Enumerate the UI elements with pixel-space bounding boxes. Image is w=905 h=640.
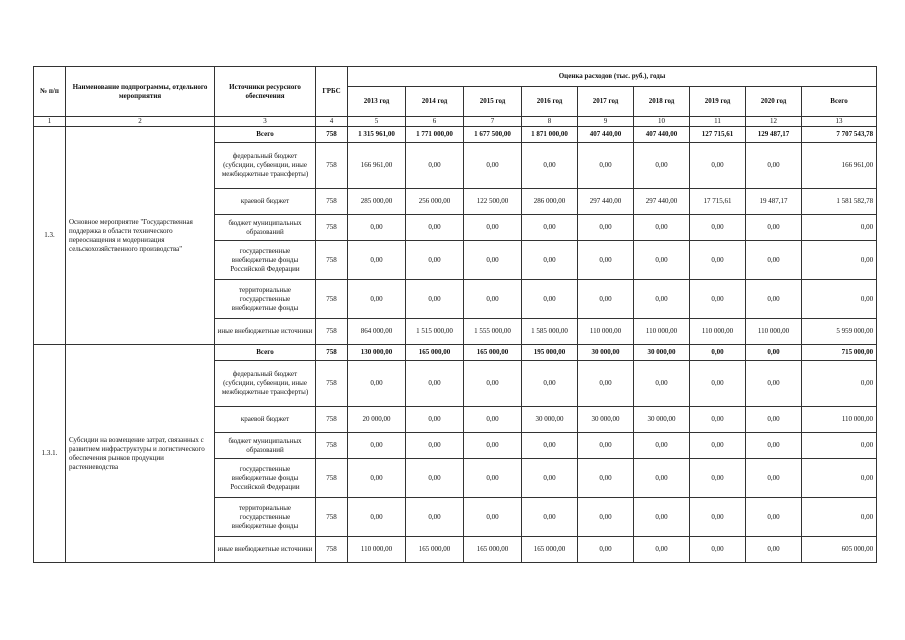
value-year: 165 000,00	[464, 537, 522, 563]
column-number: 1	[34, 117, 66, 127]
value-year: 0,00	[690, 143, 746, 189]
value-total: 0,00	[802, 215, 877, 241]
value-total: 0,00	[802, 280, 877, 319]
value-year: 0,00	[348, 459, 406, 498]
value-year: 0,00	[634, 459, 690, 498]
value-year: 0,00	[634, 215, 690, 241]
value-year: 0,00	[522, 143, 578, 189]
value-year: 1 585 000,00	[522, 319, 578, 345]
value-year: 1 555 000,00	[464, 319, 522, 345]
value-year: 0,00	[578, 143, 634, 189]
funding-source: бюджет муниципальных образований	[215, 433, 316, 459]
value-year: 0,00	[690, 537, 746, 563]
header-source: Источники ресурсного обеспечения	[215, 67, 316, 117]
value-year: 0,00	[746, 241, 802, 280]
column-number: 5	[348, 117, 406, 127]
header-year: 2016 год	[522, 87, 578, 117]
header-year: 2017 год	[578, 87, 634, 117]
value-year: 0,00	[690, 345, 746, 361]
value-year: 0,00	[690, 433, 746, 459]
value-year: 20 000,00	[348, 407, 406, 433]
column-number: 2	[66, 117, 215, 127]
value-year: 0,00	[634, 280, 690, 319]
value-year: 0,00	[348, 215, 406, 241]
value-year: 0,00	[406, 241, 464, 280]
column-number: 3	[215, 117, 316, 127]
table-row-total	[34, 127, 877, 143]
header-grbs: ГРБС	[316, 67, 348, 117]
value-year: 165 000,00	[406, 345, 464, 361]
value-year: 297 440,00	[578, 189, 634, 215]
value-year: 0,00	[690, 361, 746, 407]
value-year: 0,00	[634, 537, 690, 563]
item-number: 1.3.	[34, 127, 66, 345]
item-number: 1.3.1.	[34, 345, 66, 563]
value-year: 0,00	[406, 459, 464, 498]
value-year: 864 000,00	[348, 319, 406, 345]
value-year: 0,00	[746, 361, 802, 407]
value-year: 0,00	[464, 459, 522, 498]
value-year: 30 000,00	[578, 407, 634, 433]
header-year: 2015 год	[464, 87, 522, 117]
expenditure-table	[33, 66, 877, 563]
value-year: 407 440,00	[578, 127, 634, 143]
header-total: Всего	[802, 87, 877, 117]
value-year: 0,00	[348, 433, 406, 459]
value-year: 0,00	[634, 433, 690, 459]
grbs-code: 758	[316, 319, 348, 345]
value-year: 195 000,00	[522, 345, 578, 361]
value-year: 0,00	[406, 407, 464, 433]
column-number: 4	[316, 117, 348, 127]
header-name: Наименование подпрограммы, отдельного мероприятия	[66, 67, 215, 117]
table-row-total	[34, 345, 877, 361]
value-year: 286 000,00	[522, 189, 578, 215]
value-year: 0,00	[348, 280, 406, 319]
value-year: 0,00	[746, 143, 802, 189]
grbs-code: 758	[316, 433, 348, 459]
header-estimate: Оценка расходов (тыс. руб.), годы	[348, 67, 877, 87]
grbs-code: 758	[316, 215, 348, 241]
value-year: 166 961,00	[348, 143, 406, 189]
value-year: 0,00	[406, 280, 464, 319]
value-total: 7 707 543,78	[802, 127, 877, 143]
column-number: 13	[802, 117, 877, 127]
grbs-code: 758	[316, 241, 348, 280]
value-year: 110 000,00	[348, 537, 406, 563]
value-year: 0,00	[522, 433, 578, 459]
value-total: 0,00	[802, 361, 877, 407]
value-year: 0,00	[690, 498, 746, 537]
value-year: 0,00	[522, 361, 578, 407]
value-year: 0,00	[634, 241, 690, 280]
value-year: 0,00	[464, 498, 522, 537]
column-number: 8	[522, 117, 578, 127]
value-year: 0,00	[464, 361, 522, 407]
value-year: 30 000,00	[634, 345, 690, 361]
value-total: 166 961,00	[802, 143, 877, 189]
value-year: 30 000,00	[634, 407, 690, 433]
value-year: 1 871 000,00	[522, 127, 578, 143]
column-number: 11	[690, 117, 746, 127]
item-name: Субсидии на возмещение затрат, связанных с развитием инфраструктуры и логистического обеспечения рынков продукции растениеводства	[66, 345, 215, 563]
funding-source: государственные внебюджетные фонды Российской Федерации	[215, 241, 316, 280]
value-year: 0,00	[578, 241, 634, 280]
value-total: 0,00	[802, 241, 877, 280]
value-year: 19 487,17	[746, 189, 802, 215]
value-year: 0,00	[634, 361, 690, 407]
grbs-code: 758	[316, 345, 348, 361]
funding-source: Всего	[215, 345, 316, 361]
value-year: 0,00	[522, 459, 578, 498]
value-year: 1 315 961,00	[348, 127, 406, 143]
grbs-code: 758	[316, 498, 348, 537]
value-year: 1 771 000,00	[406, 127, 464, 143]
value-year: 0,00	[464, 215, 522, 241]
value-year: 30 000,00	[578, 345, 634, 361]
value-year: 0,00	[522, 215, 578, 241]
value-total: 5 959 000,00	[802, 319, 877, 345]
grbs-code: 758	[316, 407, 348, 433]
value-year: 0,00	[406, 361, 464, 407]
value-year: 0,00	[464, 280, 522, 319]
value-year: 407 440,00	[634, 127, 690, 143]
header-year: 2018 год	[634, 87, 690, 117]
value-year: 0,00	[406, 433, 464, 459]
value-total: 1 581 582,78	[802, 189, 877, 215]
funding-source: территориальные государственные внебюджетные фонды	[215, 498, 316, 537]
value-year: 0,00	[464, 407, 522, 433]
value-year: 1 515 000,00	[406, 319, 464, 345]
grbs-code: 758	[316, 459, 348, 498]
value-year: 0,00	[348, 498, 406, 537]
value-year: 0,00	[746, 345, 802, 361]
value-year: 0,00	[348, 241, 406, 280]
header-year: 2019 год	[690, 87, 746, 117]
value-year: 0,00	[406, 498, 464, 537]
value-year: 0,00	[746, 407, 802, 433]
value-year: 30 000,00	[522, 407, 578, 433]
value-total: 0,00	[802, 459, 877, 498]
value-year: 0,00	[690, 215, 746, 241]
funding-source: краевой бюджет	[215, 407, 316, 433]
funding-source: иные внебюджетные источники	[215, 319, 316, 345]
value-total: 110 000,00	[802, 407, 877, 433]
value-year: 110 000,00	[746, 319, 802, 345]
column-numbers-row	[34, 117, 877, 127]
value-year: 297 440,00	[634, 189, 690, 215]
value-total: 0,00	[802, 433, 877, 459]
value-year: 122 500,00	[464, 189, 522, 215]
value-year: 0,00	[690, 280, 746, 319]
grbs-code: 758	[316, 143, 348, 189]
value-year: 0,00	[464, 433, 522, 459]
header-year: 2014 год	[406, 87, 464, 117]
header-year: 2020 год	[746, 87, 802, 117]
value-year: 0,00	[690, 241, 746, 280]
value-year: 0,00	[634, 143, 690, 189]
funding-source: федеральный бюджет (субсидии, субвенции, иные межбюджетные трансферты)	[215, 361, 316, 407]
value-year: 129 487,17	[746, 127, 802, 143]
table-body	[34, 127, 877, 563]
value-year: 0,00	[746, 215, 802, 241]
value-year: 0,00	[464, 241, 522, 280]
header-num: № п/п	[34, 67, 66, 117]
grbs-code: 758	[316, 537, 348, 563]
value-year: 1 677 500,00	[464, 127, 522, 143]
value-year: 0,00	[578, 215, 634, 241]
funding-source: государственные внебюджетные фонды Российской Федерации	[215, 459, 316, 498]
value-year: 0,00	[348, 361, 406, 407]
grbs-code: 758	[316, 127, 348, 143]
value-year: 0,00	[522, 241, 578, 280]
value-year: 0,00	[464, 143, 522, 189]
column-number: 12	[746, 117, 802, 127]
column-number: 7	[464, 117, 522, 127]
header-year: 2013 год	[348, 87, 406, 117]
value-year: 110 000,00	[634, 319, 690, 345]
value-year: 165 000,00	[464, 345, 522, 361]
funding-source: иные внебюджетные источники	[215, 537, 316, 563]
value-year: 0,00	[746, 280, 802, 319]
item-name: Основное мероприятие "Государственная поддержка в области технического переоснащения и модернизация сельскохозяйственного производства"	[66, 127, 215, 345]
value-year: 0,00	[746, 459, 802, 498]
value-year: 0,00	[578, 361, 634, 407]
value-year: 0,00	[578, 459, 634, 498]
value-year: 0,00	[522, 498, 578, 537]
value-year: 127 715,61	[690, 127, 746, 143]
value-year: 0,00	[578, 498, 634, 537]
funding-source: территориальные государственные внебюджетные фонды	[215, 280, 316, 319]
value-year: 0,00	[690, 407, 746, 433]
value-year: 0,00	[690, 459, 746, 498]
value-total: 605 000,00	[802, 537, 877, 563]
funding-source: Всего	[215, 127, 316, 143]
value-year: 165 000,00	[406, 537, 464, 563]
value-year: 0,00	[578, 433, 634, 459]
value-year: 285 000,00	[348, 189, 406, 215]
grbs-code: 758	[316, 189, 348, 215]
value-year: 0,00	[406, 215, 464, 241]
value-year: 165 000,00	[522, 537, 578, 563]
value-year: 0,00	[746, 537, 802, 563]
value-year: 0,00	[634, 498, 690, 537]
value-total: 715 000,00	[802, 345, 877, 361]
value-year: 110 000,00	[690, 319, 746, 345]
value-year: 17 715,61	[690, 189, 746, 215]
column-number: 9	[578, 117, 634, 127]
value-year: 130 000,00	[348, 345, 406, 361]
value-year: 0,00	[578, 280, 634, 319]
grbs-code: 758	[316, 361, 348, 407]
value-year: 0,00	[746, 498, 802, 537]
value-year: 0,00	[522, 280, 578, 319]
value-year: 0,00	[746, 433, 802, 459]
value-year: 0,00	[578, 537, 634, 563]
funding-source: бюджет муниципальных образований	[215, 215, 316, 241]
value-total: 0,00	[802, 498, 877, 537]
grbs-code: 758	[316, 280, 348, 319]
column-number: 6	[406, 117, 464, 127]
funding-source: федеральный бюджет (субсидии, субвенции, иные межбюджетные трансферты)	[215, 143, 316, 189]
value-year: 0,00	[406, 143, 464, 189]
value-year: 256 000,00	[406, 189, 464, 215]
header-row-top	[34, 67, 877, 87]
column-number: 10	[634, 117, 690, 127]
funding-source: краевой бюджет	[215, 189, 316, 215]
value-year: 110 000,00	[578, 319, 634, 345]
